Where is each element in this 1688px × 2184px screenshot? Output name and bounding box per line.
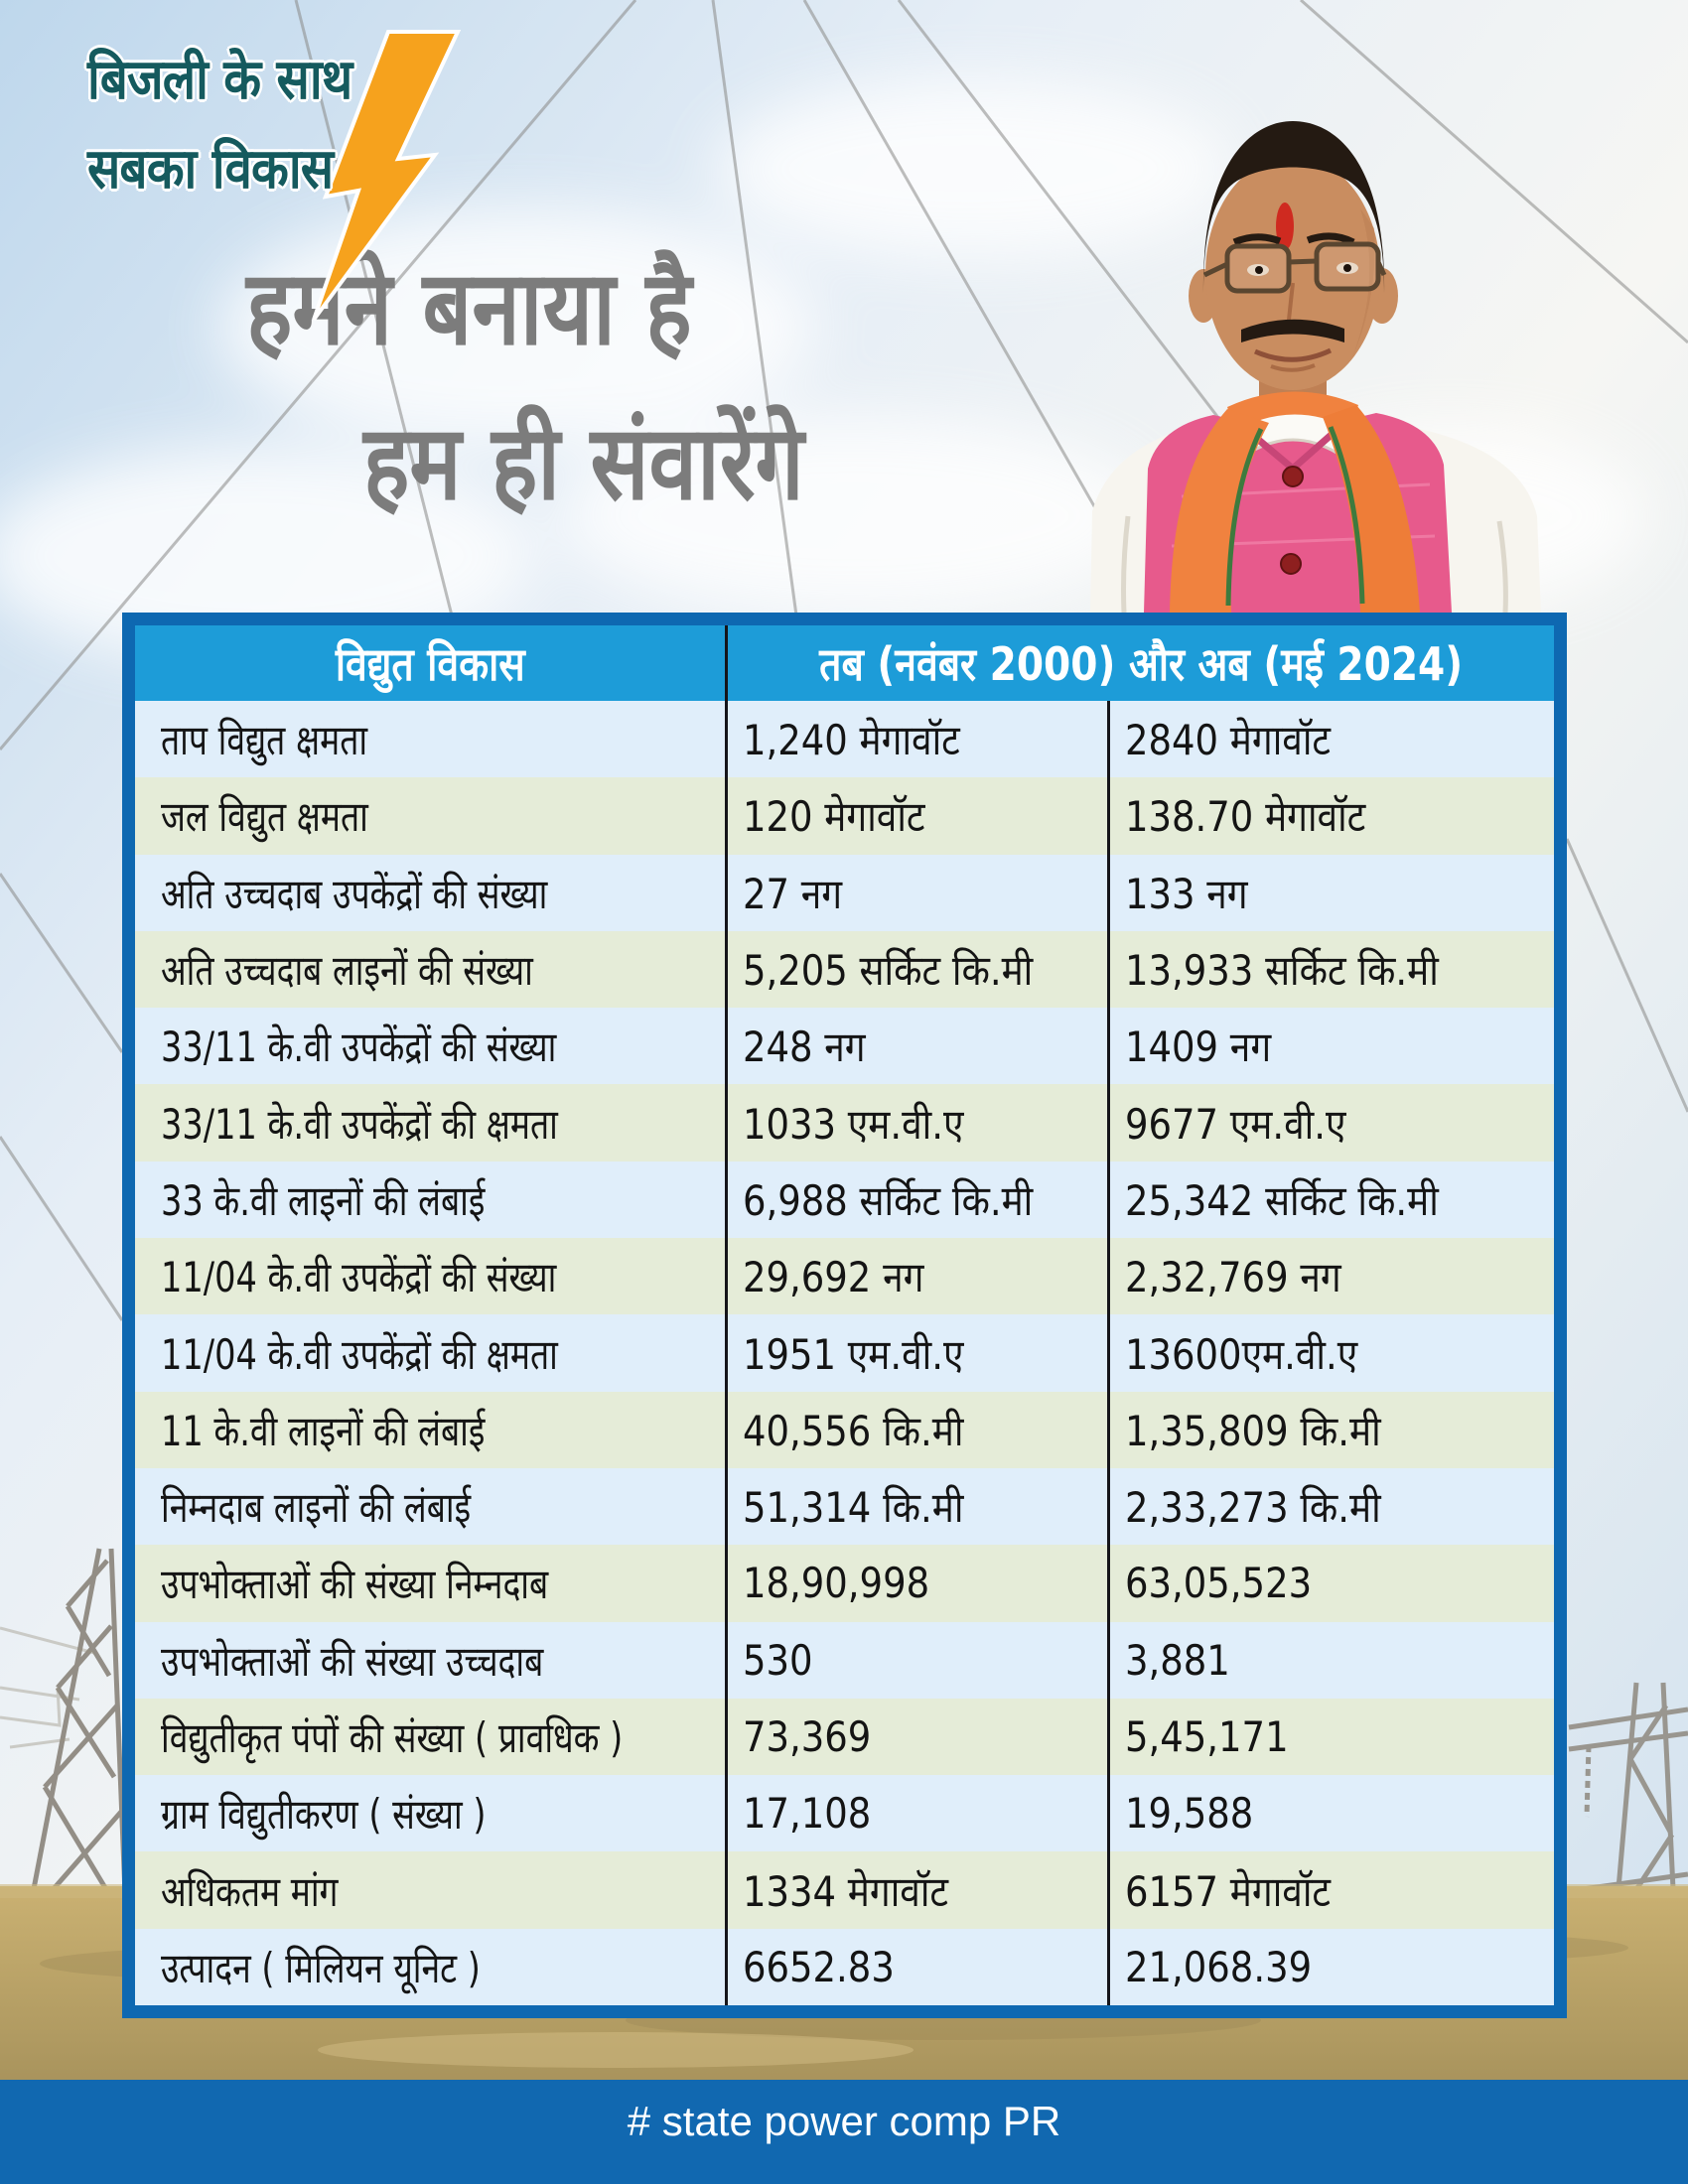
row-now-value: 6157 मेगावॉट — [1125, 1866, 1332, 1916]
row-label: अधिकतम मांग — [135, 1851, 728, 1928]
row-then-value: 1334 मेगावॉट — [728, 1851, 1110, 1928]
row-now-value: 19,588 — [1125, 1789, 1254, 1839]
row-label: उत्पादन ( मिलियन यूनिट ) — [135, 1929, 728, 2005]
row-label: अति उच्चदाब लाइनों की संख्या — [135, 931, 728, 1008]
row-then-value: 120 मेगावॉट — [728, 777, 1110, 854]
row-then-value: 248 नग — [728, 1008, 1110, 1084]
logo-line1: बिजली के साथ — [87, 48, 352, 112]
table-row — [135, 701, 1554, 777]
row-now-value: 25,342 सर्किट कि.मी — [1125, 1175, 1439, 1225]
row-label: विद्युतीकृत पंपों की संख्या ( प्रावधिक ) — [135, 1699, 728, 1775]
row-then-value: 1033 एम.वी.ए — [728, 1084, 1110, 1160]
row-then-value: 73,369 — [728, 1699, 1110, 1775]
header-then-now — [728, 625, 1554, 701]
vest-button — [1283, 467, 1303, 486]
row-label: 33/11 के.वी उपकेंद्रों की संख्या — [135, 1008, 728, 1084]
row-then-value: 51,314 कि.मी — [728, 1468, 1110, 1545]
row-then-value: 40,556 कि.मी — [728, 1392, 1110, 1468]
table-row — [135, 1622, 1554, 1699]
statistics-table — [122, 613, 1567, 2018]
header-category-label: विद्युत विकास — [335, 637, 525, 691]
row-now-value: 13600एम.वी.ए — [1125, 1329, 1358, 1379]
row-now-value: 2840 मेगावॉट — [1125, 716, 1332, 765]
table-header — [135, 625, 1554, 701]
row-now-value: 21,068.39 — [1125, 1942, 1313, 1991]
logo-line2: सबका विकास — [87, 136, 334, 202]
logo-text — [87, 36, 504, 213]
row-now-value: 2,33,273 कि.मी — [1125, 1483, 1381, 1533]
row-now-value: 13,933 सर्किट कि.मी — [1125, 946, 1439, 996]
row-label: 11/04 के.वी उपकेंद्रों की क्षमता — [135, 1314, 728, 1391]
table-body — [135, 701, 1554, 2005]
footer-hashtag: # state power comp PR — [627, 2098, 1061, 2144]
row-then-value: 18,90,998 — [728, 1545, 1110, 1621]
row-then-value: 530 — [728, 1622, 1110, 1699]
row-then-value: 29,692 नग — [728, 1238, 1110, 1314]
table-row — [135, 1929, 1554, 2005]
logo — [87, 36, 504, 213]
row-then-value: 5,205 सर्किट कि.मी — [728, 931, 1110, 1008]
row-label: ताप विद्युत क्षमता — [135, 701, 728, 777]
table-row — [135, 1775, 1554, 1851]
row-label: 33/11 के.वी उपकेंद्रों की क्षमता — [135, 1084, 728, 1160]
row-label: निम्नदाब लाइनों की लंबाई — [135, 1468, 728, 1545]
row-then-value: 1,240 मेगावॉट — [728, 701, 1110, 777]
row-now-value: 1409 नग — [1125, 1023, 1272, 1072]
row-now-value: 2,32,769 नग — [1125, 1253, 1341, 1302]
row-then-value: 1951 एम.वी.ए — [728, 1314, 1110, 1391]
row-now-value: 9677 एम.वी.ए — [1125, 1099, 1346, 1149]
row-now-value: 63,05,523 — [1125, 1559, 1313, 1608]
row-now-value: 133 नग — [1125, 869, 1248, 918]
table-row — [135, 1699, 1554, 1775]
header-then-now-label: तब (नवंबर 2000) और अब (मई 2024) — [819, 637, 1463, 691]
row-label: ग्राम विद्युतीकरण ( संख्या ) — [135, 1775, 728, 1851]
row-then-value: 27 नग — [728, 855, 1110, 931]
row-then-value: 6,988 सर्किट कि.मी — [728, 1161, 1110, 1238]
vest-button — [1281, 554, 1301, 574]
table-row — [135, 1392, 1554, 1468]
table-row — [135, 1084, 1554, 1160]
table-row — [135, 931, 1554, 1008]
row-then-value: 6652.83 — [728, 1929, 1110, 2005]
table-row — [135, 1468, 1554, 1545]
footer-bar — [0, 2080, 1688, 2184]
table-row — [135, 1545, 1554, 1621]
table-row — [135, 777, 1554, 854]
row-label: 11/04 के.वी उपकेंद्रों की संख्या — [135, 1238, 728, 1314]
table-row — [135, 1161, 1554, 1238]
row-now-value: 138.70 मेगावॉट — [1125, 792, 1366, 842]
row-label: अति उच्चदाब उपकेंद्रों की संख्या — [135, 855, 728, 931]
row-label: 33 के.वी लाइनों की लंबाई — [135, 1161, 728, 1238]
row-now-value: 1,35,809 कि.मी — [1125, 1406, 1381, 1455]
row-now-value: 3,881 — [1125, 1635, 1230, 1685]
row-label: उपभोक्ताओं की संख्या निम्नदाब — [135, 1545, 728, 1621]
table-row — [135, 1314, 1554, 1391]
table-row — [135, 855, 1554, 931]
row-now-value: 5,45,171 — [1125, 1712, 1289, 1761]
row-then-value: 17,108 — [728, 1775, 1110, 1851]
heading-line2: हम ही संवारेंगे — [363, 402, 804, 523]
heading-line1: हमने बनाया है — [246, 247, 692, 368]
row-label: जल विद्युत क्षमता — [135, 777, 728, 854]
row-label: उपभोक्ताओं की संख्या उच्चदाब — [135, 1622, 728, 1699]
table-row — [135, 1008, 1554, 1084]
portrait-photo — [1033, 79, 1609, 613]
table-row — [135, 1238, 1554, 1314]
row-label: 11 के.वी लाइनों की लंबाई — [135, 1392, 728, 1468]
table-row — [135, 1851, 1554, 1928]
header-category — [135, 625, 728, 701]
